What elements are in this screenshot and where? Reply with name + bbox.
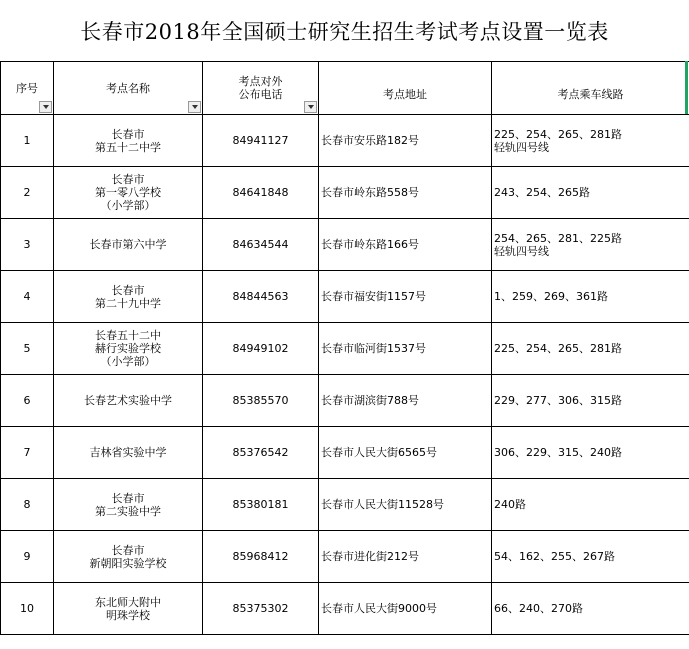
table-row [1, 271, 689, 323]
cell-route[interactable]: 225、254、265、281路 [492, 323, 689, 375]
header-route [492, 62, 689, 115]
table-row [1, 427, 689, 479]
cell-no[interactable]: 2 [1, 167, 54, 219]
cell-address[interactable]: 长春市安乐路182号 [319, 115, 492, 167]
cell-route[interactable]: 240路 [492, 479, 689, 531]
header-address-label: 考点地址 [383, 88, 427, 101]
cell-no[interactable]: 7 [1, 427, 54, 479]
cell-phone[interactable]: 85385570 [203, 375, 319, 427]
cell-site-name[interactable]: 长春市 第二十九中学 [54, 271, 203, 323]
cell-phone[interactable]: 84844563 [203, 271, 319, 323]
header-row [1, 62, 689, 115]
cell-phone[interactable]: 84949102 [203, 323, 319, 375]
filter-dropdown-icon[interactable] [39, 101, 52, 113]
cell-route[interactable]: 254、265、281、225路 轻轨四号线 [492, 219, 689, 271]
cell-no[interactable]: 5 [1, 323, 54, 375]
header-phone [203, 62, 319, 115]
exam-site-table [0, 61, 689, 635]
cell-no[interactable]: 10 [1, 583, 54, 635]
header-route-label: 考点乘车线路 [557, 88, 624, 101]
cell-route[interactable]: 229、277、306、315路 [492, 375, 689, 427]
filter-dropdown-icon[interactable] [304, 101, 317, 113]
cell-phone[interactable]: 85376542 [203, 427, 319, 479]
cell-address[interactable]: 长春市湖滨街788号 [319, 375, 492, 427]
cell-address[interactable]: 长春市人民大街6565号 [319, 427, 492, 479]
cell-site-name[interactable]: 长春市 第一零八学校 （小学部） [54, 167, 203, 219]
cell-site-name[interactable]: 长春市 第二实验中学 [54, 479, 203, 531]
header-phone-label: 考点对外 公布电话 [238, 75, 283, 101]
cell-no[interactable]: 1 [1, 115, 54, 167]
table-row [1, 167, 689, 219]
header-no [1, 62, 54, 115]
cell-route[interactable]: 54、162、255、267路 [492, 531, 689, 583]
cell-site-name[interactable]: 长春五十二中 赫行实验学校 （小学部） [54, 323, 203, 375]
cell-no[interactable]: 6 [1, 375, 54, 427]
cell-address[interactable]: 长春市人民大街9000号 [319, 583, 492, 635]
cell-phone[interactable]: 84641848 [203, 167, 319, 219]
cell-route[interactable]: 1、259、269、361路 [492, 271, 689, 323]
header-no-label: 序号 [16, 81, 38, 95]
table-row [1, 219, 689, 271]
cell-phone[interactable]: 85375302 [203, 583, 319, 635]
cell-address[interactable]: 长春市人民大街11528号 [319, 479, 492, 531]
header-name-label: 考点名称 [106, 81, 150, 95]
page-title: 长春市2018年全国硕士研究生招生考试考点设置一览表 [80, 19, 609, 44]
cell-site-name[interactable]: 长春市 新朝阳实验学校 [54, 531, 203, 583]
cell-site-name[interactable]: 吉林省实验中学 [54, 427, 203, 479]
table-row [1, 115, 689, 167]
cell-address[interactable]: 长春市进化街212号 [319, 531, 492, 583]
cell-no[interactable]: 4 [1, 271, 54, 323]
selection-edge [685, 61, 688, 114]
table-row [1, 323, 689, 375]
cell-address[interactable]: 长春市福安街1157号 [319, 271, 492, 323]
header-name [54, 62, 203, 115]
cell-address[interactable]: 长春市岭东路166号 [319, 219, 492, 271]
cell-site-name[interactable]: 长春艺术实验中学 [54, 375, 203, 427]
cell-no[interactable]: 8 [1, 479, 54, 531]
cell-address[interactable]: 长春市临河街1537号 [319, 323, 492, 375]
cell-phone[interactable]: 85380181 [203, 479, 319, 531]
cell-no[interactable]: 9 [1, 531, 54, 583]
cell-phone[interactable]: 84634544 [203, 219, 319, 271]
cell-no[interactable]: 3 [1, 219, 54, 271]
cell-route[interactable]: 243、254、265路 [492, 167, 689, 219]
table-row [1, 375, 689, 427]
cell-route[interactable]: 306、229、315、240路 [492, 427, 689, 479]
header-address [319, 62, 492, 115]
table-row [1, 583, 689, 635]
cell-site-name[interactable]: 长春市 第五十二中学 [54, 115, 203, 167]
table-row [1, 531, 689, 583]
cell-route[interactable]: 225、254、265、281路 轻轨四号线 [492, 115, 689, 167]
cell-phone[interactable]: 84941127 [203, 115, 319, 167]
table-row [1, 479, 689, 531]
cell-route[interactable]: 66、240、270路 [492, 583, 689, 635]
cell-phone[interactable]: 85968412 [203, 531, 319, 583]
filter-dropdown-icon[interactable] [188, 101, 201, 113]
cell-site-name[interactable]: 长春市第六中学 [54, 219, 203, 271]
cell-site-name[interactable]: 东北师大附中 明珠学校 [54, 583, 203, 635]
cell-address[interactable]: 长春市岭东路558号 [319, 167, 492, 219]
